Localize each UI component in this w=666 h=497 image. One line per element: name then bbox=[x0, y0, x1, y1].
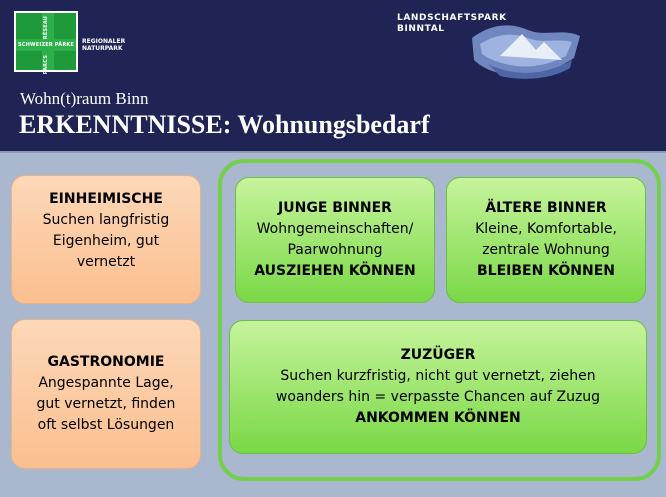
box-line: woanders hin = verpasste Chancen auf Zuzug bbox=[275, 389, 601, 405]
box-line: Paarwohnung bbox=[287, 242, 383, 258]
box-line: Wohngemeinschaften/ bbox=[256, 221, 414, 237]
logo-text-1: SCHWEIZER PÄRKE bbox=[18, 42, 75, 48]
box-emphasis: BLEIBEN KÖNNEN bbox=[476, 263, 616, 279]
box-line: Suchen kurzfristig, nicht gut vernetzt, ziehen bbox=[280, 368, 596, 384]
box-line: gut vernetzt, finden bbox=[36, 396, 176, 412]
box-heading: GASTRONOMIE bbox=[47, 354, 165, 370]
box-line: Kleine, Komfortable, bbox=[475, 221, 617, 237]
box-line: Eigenheim, gut bbox=[52, 232, 160, 249]
box-line: Suchen langfristig bbox=[42, 211, 170, 228]
header-divider bbox=[0, 151, 666, 153]
logo-text-4: RÉSEAU bbox=[43, 16, 49, 40]
page-subtitle: Wohn(t)raum Binn bbox=[20, 89, 149, 108]
schweizer-paerke-logo bbox=[14, 11, 78, 75]
box-zuzueger bbox=[229, 320, 647, 454]
page-title: ERKENNTNISSE: Wohnungsbedarf bbox=[19, 110, 430, 139]
box-line: vernetzt bbox=[76, 253, 136, 270]
box-junge-binner bbox=[235, 177, 435, 303]
box-gastronomie bbox=[11, 319, 201, 469]
box-line: Angespannte Lage, bbox=[38, 375, 174, 391]
box-heading: ZUZÜGER bbox=[400, 347, 476, 363]
box-line: oft selbst Lösungen bbox=[37, 417, 175, 433]
box-line: zentrale Wohnung bbox=[482, 242, 610, 258]
logo-text-5: PARCS bbox=[43, 55, 49, 75]
box-emphasis: ANKOMMEN KÖNNEN bbox=[355, 410, 521, 426]
box-aeltere-binner bbox=[446, 177, 646, 303]
naturpark-label: REGIONALER NATURPARK bbox=[82, 38, 126, 52]
box-einheimische bbox=[11, 175, 201, 304]
landschaftspark-binntal-name: LANDSCHAFTSPARK BINNTAL bbox=[397, 13, 507, 34]
box-emphasis: AUSZIEHEN KÖNNEN bbox=[254, 263, 416, 279]
landschaftspark-mountain-logo bbox=[470, 20, 582, 82]
box-heading: JUNGE BINNER bbox=[278, 200, 392, 216]
box-heading: EINHEIMISCHE bbox=[49, 190, 163, 207]
box-heading: ÄLTERE BINNER bbox=[485, 200, 607, 216]
